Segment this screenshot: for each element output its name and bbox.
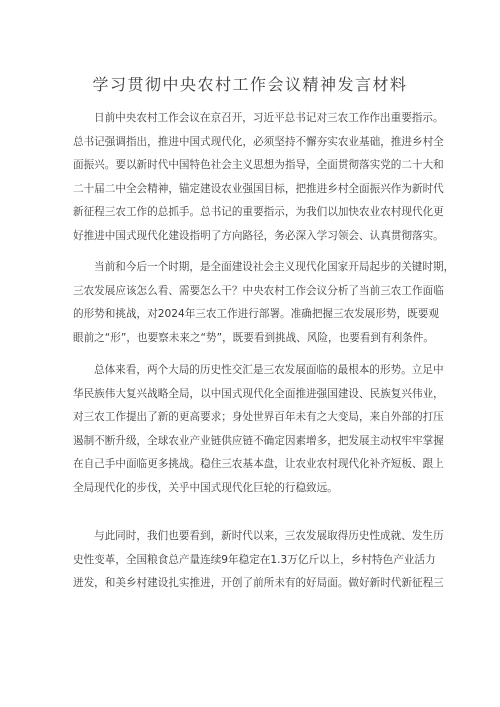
document-title: 学习贯彻中央农村工作会议精神发言材料 <box>92 75 408 94</box>
paragraph-line: 好推进中国式现代化建设指明了方向路径，务必深入学习领会、认真贯彻落实。 <box>73 229 444 242</box>
paragraph-line: 史性变革，全国粮食总产量连续9年稳定在1.3万亿斤以上，乡村特色产业活力 <box>73 553 436 566</box>
paragraph-line: 日前中央农村工作会议在京召开，习近平总书记对三农工作作出重要指示。 <box>94 112 444 124</box>
paragraph-line: 迸发，和美乡村建设扎实推进，开创了前所未有的好局面。做好新时代新征程三 <box>73 577 444 589</box>
paragraph-line: 全局现代化的步伐，关乎中国式现代化巨轮的行稳致远。 <box>73 481 338 494</box>
paragraph-line: 与此同时，我们也要看到，新时代以来，三农发展取得历史性成就、发生历 <box>94 530 444 542</box>
paragraph-2 <box>73 256 455 350</box>
paragraph-line: 三农发展应该怎么看、需要怎么干？中央农村工作会议分析了当前三农工作面临 <box>73 284 444 297</box>
paragraph-line: 面振兴。要以新时代中国特色社会主义思想为指导，全面贯彻落实党的二十大和 <box>73 159 444 171</box>
paragraph-line: 对三农工作提出了新的更高要求；身处世界百年未有之大变局，来自外部的打压 <box>73 411 444 423</box>
paragraph-line: 总书记强调指出，推进中国式现代化，必须坚持不懈夯实农业基础，推进乡村全 <box>73 135 444 148</box>
paragraph-line: 在自己手中面临更多挑战。稳住三农基本盘，让农业农村现代化补齐短板、跟上 <box>73 458 444 470</box>
paragraph-line: 当前和今后一个时期，是全面建设社会主义现代化国家开局起步的关键时期， <box>94 261 455 273</box>
paragraph-line: 二十届二中全会精神，锚定建设农业强国目标，把推进乡村全面振兴作为新时代 <box>73 182 444 195</box>
paragraph-3 <box>73 359 444 500</box>
paragraph-line: 华民族伟大复兴战略全局，以中国式现代化全面推进强国建设、民族复兴伟业， <box>73 387 444 400</box>
paragraph-line: 的形势和挑战，对2024年三农工作进行部署。准确把握三农发展形势，既要观 <box>73 308 439 320</box>
paragraph-line: 总体来看，两个大局的历史性交汇是三农发展面临的最根本的形势。立足中 <box>94 364 444 376</box>
paragraph-line: 眼前之“形”，也要察未来之“势”，既要看到挑战、风险，也要看到有利条件。 <box>73 331 434 344</box>
paragraph-line: 新征程三农工作的总抓手。总书记的重要指示，为我们以加快农业农村现代化更 <box>73 206 444 218</box>
paragraph-line: 遏制不断升级，全球农业产业链供应链不确定因素增多，把发展主动权牢牢掌握 <box>73 434 444 447</box>
paragraph-1 <box>73 107 444 248</box>
paragraph-4 <box>73 525 444 596</box>
